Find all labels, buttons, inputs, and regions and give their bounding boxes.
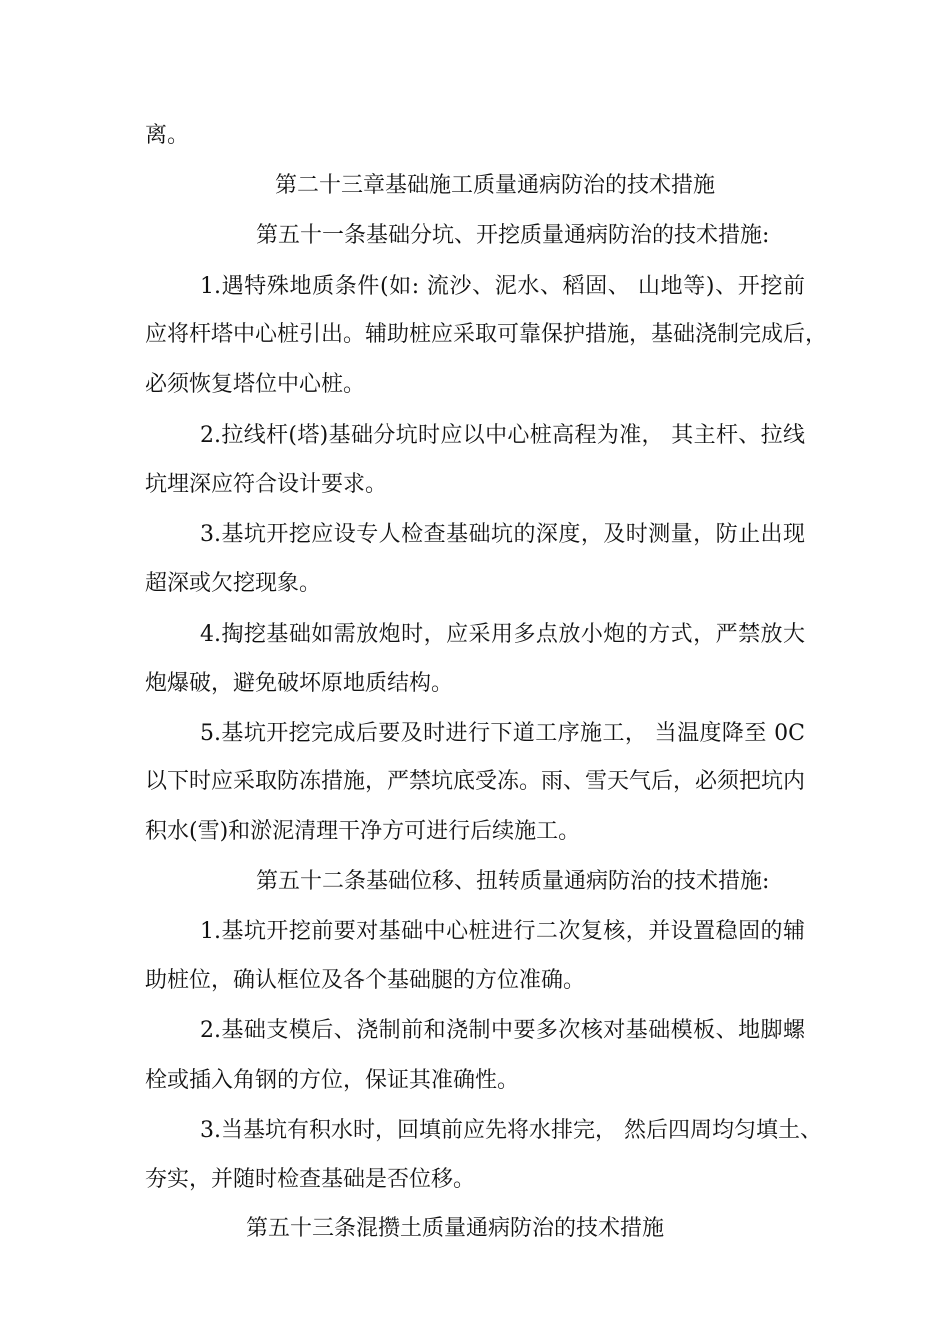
text-line: 必须恢复塔位中心桩。	[145, 372, 366, 397]
article-heading: 第五十三条混攒土质量通病防治的技术措施	[246, 1216, 665, 1241]
text-line: 助桩位，确认框位及各个基础腿的方位准确。	[145, 968, 586, 993]
text-line: 3.基坑开挖应设专人检查基础坑的深度，及时测量，防止出现	[200, 522, 805, 547]
chapter-heading: 第二十三章基础施工质量通病防治的技术措施	[274, 173, 715, 198]
text-line: 3.当基坑有积水时，回填前应先将水排完， 然后四周均匀填土、	[200, 1118, 822, 1143]
text-line: 以下时应采取防冻措施，严禁坑底受冻。雨、雪天气后，必须把坑内	[145, 769, 806, 794]
text-line: 夯实，并随时检查基础是否位移。	[145, 1167, 476, 1192]
text-line: 栓或插入角钢的方位，保证其准确性。	[145, 1068, 520, 1093]
text-line: 应将杆塔中心桩引出。辅助桩应采取可靠保护措施，基础浇制完成后，	[145, 322, 828, 347]
article-heading: 第五十二条基础位移、扭转质量通病防治的技术措施:	[256, 869, 770, 894]
text-line: 1.遇特殊地质条件(如: 流沙、泥水、稻固、 山地等)、开挖前	[200, 274, 805, 299]
text-line: 超深或欠挖现象。	[145, 571, 322, 596]
text-line: 炮爆破，避免破坏原地质结构。	[145, 671, 454, 696]
text-line: 2.基础支模后、浇制前和浇制中要多次核对基础模板、地脚螺	[200, 1018, 805, 1043]
text-line: 5.基坑开挖完成后要及时进行下道工序施工， 当温度降至 0C	[200, 721, 805, 746]
text-line: 积水(雪)和淤泥清理干净方可进行后续施工。	[145, 819, 581, 844]
text-line: 4.掏挖基础如需放炮时，应采用多点放小炮的方式，严禁放大	[200, 622, 805, 647]
text-line: 2.拉线杆(塔)基础分坑时应以中心桩高程为准， 其主杆、拉线	[200, 423, 805, 448]
article-heading: 第五十一条基础分坑、开挖质量通病防治的技术措施:	[256, 223, 770, 248]
text-line: 坑埋深应符合设计要求。	[145, 472, 388, 497]
text-line: 离。	[145, 123, 190, 148]
text-line: 1.基坑开挖前要对基础中心桩进行二次复核，并设置稳固的辅	[200, 919, 805, 944]
